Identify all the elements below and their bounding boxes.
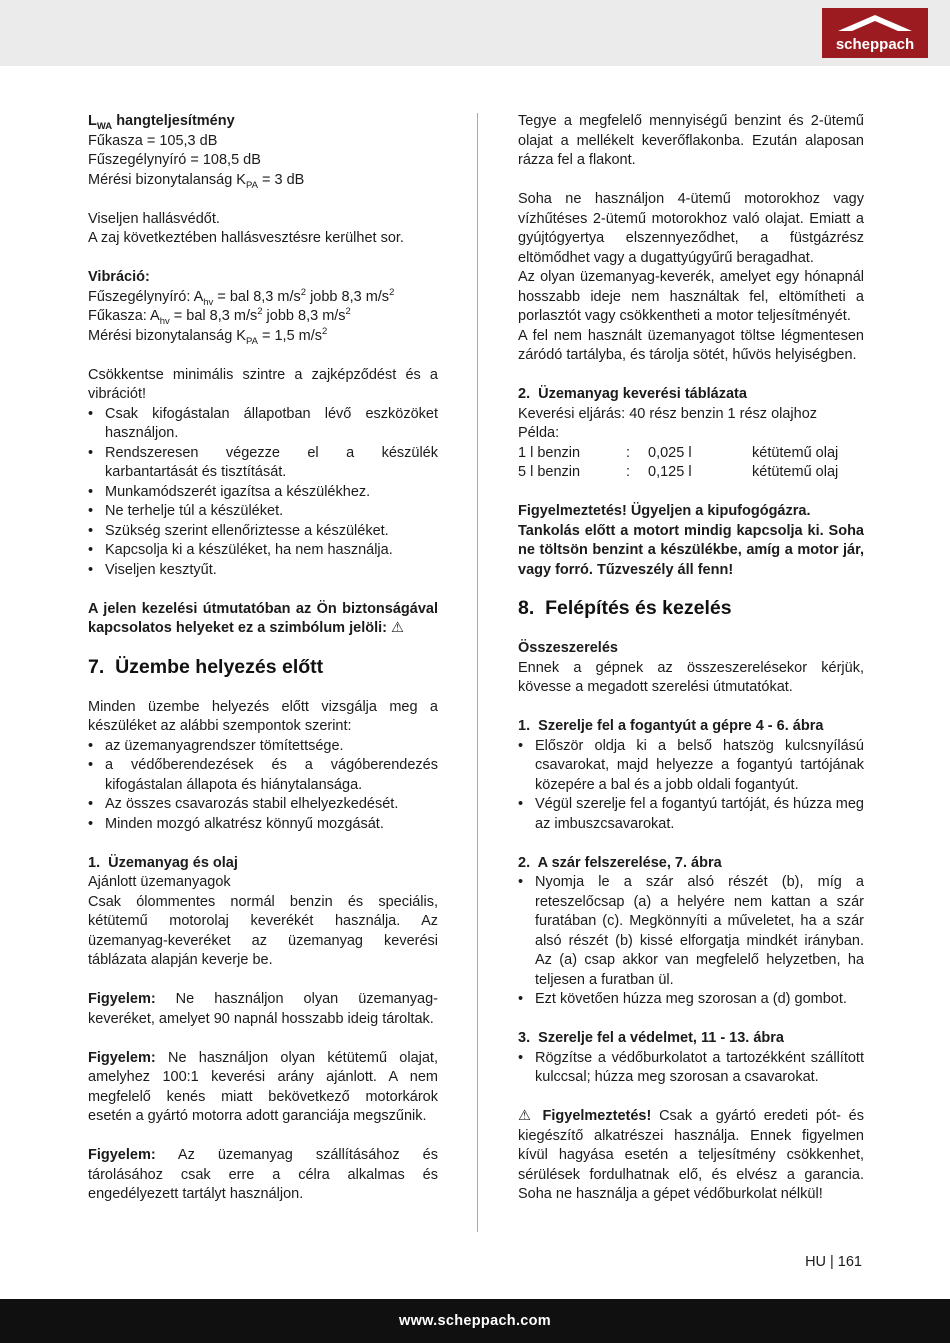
text-run: jobb 8,3 m/s [262, 308, 346, 324]
spacer [518, 483, 864, 503]
spacer [518, 698, 864, 718]
bullet-marker: • [88, 737, 94, 754]
text-run: Soha ne használjon 4-ütemű motorokhoz vagy vízhűtéses 2-ütemű motorokhoz való olajat. Emiatt a gyújtógyertya elszennyeződhet, a füstgázrész eltömődhet vagy a dugattyúgyűrű beragadhat. [518, 191, 864, 266]
text-run: PA [245, 179, 258, 191]
bullet-marker: • [88, 757, 94, 773]
paragraph [88, 112, 438, 132]
column-divider [477, 113, 478, 1232]
spacer [518, 366, 864, 386]
table-cell-fuel: 1 l benzin [518, 444, 581, 461]
text-run: Ennek a gépnek az összeszerelésekor kérjük, kövesse a megadott szerelési útmutatókat. [518, 659, 864, 695]
paragraph [88, 600, 438, 639]
paragraph [88, 210, 438, 230]
section-heading: 8. Felépítés és kezelés [518, 597, 732, 619]
text-run: Viseljen kesztyűt. [105, 561, 217, 578]
bullet-text [105, 522, 438, 542]
bullet-item [88, 561, 438, 581]
text-run: 2 [300, 286, 307, 298]
text-run: ⚠ Figyelmeztetés! [518, 1108, 652, 1124]
paragraph [88, 229, 438, 249]
text-run: 2. Üzemanyag keverési táblázata [518, 386, 747, 402]
spacer [88, 580, 438, 600]
table-row [518, 463, 864, 483]
paragraph [518, 717, 864, 737]
table-cell-colon: : [626, 444, 631, 461]
bullet-text [535, 873, 864, 990]
text-run: Mérési bizonytalanság K [88, 171, 246, 188]
text-run: a védőberendezések és a vágóberendezés kifogástalan állapota és hiánytalansága. [105, 757, 438, 793]
bullet-text [105, 795, 438, 815]
text-run: Végül szerelje fel a fogantyú tartóját, és húzza meg az imbuszcsavarokat. [535, 796, 864, 832]
text-run: jobb 8,3 m/s [306, 288, 390, 305]
text-run: 1. Üzemanyag és olaj [88, 854, 238, 871]
spacer [88, 971, 438, 991]
bullet-marker: • [88, 796, 94, 812]
text-run: Csökkentse minimális szintre a zajképződést és a vibrációt! [88, 366, 438, 402]
bullet-item [88, 444, 438, 483]
paragraph [518, 659, 864, 698]
section-heading: 7. Üzembe helyezés előtt [88, 655, 324, 678]
table-cell-colon: : [626, 464, 631, 480]
spacer [88, 1029, 438, 1049]
text-run: Csak ólommentes normál benzin és speciális, kétütemű motorolaj keverékét használja. Az üzemanyag-keveréket az üzemanyag keverési táblázata alapján keverje be. [88, 893, 438, 968]
table-cell-oil: 0,125 l [648, 464, 692, 480]
paragraph [88, 307, 438, 327]
text-run: Az összes csavarozás stabil elhelyezkedését. [105, 796, 399, 812]
bullet-list [518, 873, 864, 1010]
bullet-marker: • [88, 542, 94, 558]
bullet-text [105, 756, 438, 795]
text-run: Tankolás előtt a motort mindig kapcsolja ki. Soha ne töltsön benzint a készülékbe, amíg a motor jár, vagy forró. Tűzveszély áll fenn! [518, 522, 864, 578]
text-run: Ezt követően húzza meg szorosan a (d) gombot. [535, 991, 847, 1007]
paragraph [518, 268, 864, 327]
bullet-text [105, 541, 438, 561]
text-run: = bal 8,3 m/s [169, 308, 258, 324]
text-run: Fűszegélynyíró: A [88, 288, 204, 305]
bullet-text [535, 1049, 864, 1088]
bullet-item [518, 737, 864, 796]
text-run: Kapcsolja ki a készüléket, ha nem használja. [105, 542, 393, 558]
text-run: Fűkasza = 105,3 dB [88, 132, 218, 149]
paragraph [518, 639, 864, 659]
page-header [0, 0, 950, 66]
text-run: 2 [257, 306, 263, 318]
text-run: PA [245, 335, 258, 347]
bullet-text [105, 737, 438, 757]
text-run: Tegye a megfelelő mennyiségű benzint és 2-ütemű olajat a mellékelt keverőflakonba. Ezután alaposan rázza fel a flakont. [518, 113, 864, 168]
spacer [88, 346, 438, 366]
bullet-item [88, 522, 438, 542]
brand-wordmark: scheppach [835, 36, 915, 53]
paragraph [88, 854, 438, 874]
bullet-text [105, 561, 438, 581]
text-run: = 1,5 m/s [257, 327, 323, 344]
bullet-marker: • [518, 796, 524, 812]
spacer [518, 171, 864, 191]
text-run: Minden mozgó alkatrész könnyű mozgását. [105, 815, 384, 832]
bullet-marker: • [88, 483, 94, 500]
paragraph [88, 327, 438, 347]
paragraph [88, 288, 438, 308]
footer-bar [0, 1299, 950, 1343]
paragraph [88, 151, 438, 171]
text-run: Csak a gyártó eredeti pót- és kiegészítő alkatrészei használja. Ennek figyelmen kívül hagyása esetén a teljesítmény csökkenhet, sérülések fordulhatnak elő, és elvész a garancia. Soha ne használja a gépet védőburkolat nélkül! [518, 1108, 864, 1202]
paragraph [518, 522, 864, 581]
bullet-marker: • [88, 561, 94, 578]
paragraph [518, 1029, 864, 1049]
bullet-marker: • [88, 405, 94, 422]
text-run: Ne használjon olyan kétütemű olajat, amelyhez 100:1 keverési arány ajánlott. A nem megfelelő kenés miatt bekövetkező motorkárok esetén a gyártó motorra adott garanciája megszűnik. [88, 1049, 438, 1124]
paragraph [518, 385, 864, 405]
text-run: 1. Szerelje fel a fogantyút a gépre 4 - 6. ábra [518, 718, 824, 734]
text-run: A jelen kezelési útmutatóban az Ön biztonságával kapcsolatos helyeket ez a szimbólum jelöli: ⚠ [88, 600, 438, 636]
text-run: Munkamódszerét igazítsa a készülékhez. [105, 483, 371, 500]
bullet-item [88, 483, 438, 503]
paragraph [88, 1049, 438, 1127]
text-run: 3. Szerelje fel a védelmet, 11 - 13. ábra [518, 1030, 784, 1046]
bullet-item [518, 1049, 864, 1088]
bullet-item [88, 541, 438, 561]
text-run: Ajánlott üzemanyagok [88, 874, 231, 890]
text-run: A zaj következtében hallásvesztésre kerülhet sor. [88, 230, 404, 246]
text-run: Rendszeresen végezze el a készülék karbantartását és tisztítását. [105, 444, 438, 480]
bullet-text [105, 502, 438, 522]
table-cell-oil: 0,025 l [648, 444, 692, 461]
bullet-list [518, 1049, 864, 1088]
paragraph [518, 502, 864, 522]
text-run: Az üzemanyag szállításához és tárolásához csak erre a célra alkalmas és engedélyezett tartályt használjon. [88, 1147, 438, 1202]
bullet-marker: • [88, 503, 94, 519]
text-run: 2 [345, 306, 351, 318]
text-run: WA [96, 120, 113, 132]
bullet-marker: • [518, 874, 524, 890]
paragraph [88, 1146, 438, 1205]
text-run: Figyelem: [88, 1049, 156, 1066]
paragraph [518, 854, 864, 874]
bullet-item [88, 405, 438, 444]
spacer [88, 249, 438, 269]
bullet-marker: • [88, 522, 94, 539]
bullet-item [88, 502, 438, 522]
text-run: Ne terhelje túl a készüléket. [105, 503, 284, 519]
spacer [88, 834, 438, 854]
spacer [88, 190, 438, 210]
page-number-value: 161 [837, 1254, 862, 1270]
bullet-text [105, 483, 438, 503]
text-run: Rögzítse a védőburkolatot a tartozékként szállított kulccsal; húzza meg szorosan a csavarokat. [535, 1049, 864, 1085]
paragraph [88, 366, 438, 405]
spacer [518, 1010, 864, 1030]
paragraph [518, 190, 864, 268]
text-run: L [88, 113, 97, 129]
spacer [518, 1088, 864, 1108]
text-run: Szükség szerint ellenőriztesse a készüléket. [105, 522, 389, 539]
paragraph [88, 990, 438, 1029]
bullet-item [88, 737, 438, 757]
bullet-text [535, 990, 864, 1010]
bullet-item [88, 756, 438, 795]
paragraph [518, 327, 864, 366]
text-run: Nyomja le a szár alsó részét (b), míg a reteszelőcsap (a) a helyére nem kattan a szár furatában (c). Megkönnyíti a műveletet, ha a szár alsó részét (b) kissé elforgatja mindkét irányban. Az (a) csap akkor van megfelelő helyzetben, ha teljesen a furatban ül. [535, 874, 864, 988]
bullet-list [88, 405, 438, 581]
paragraph [88, 698, 438, 737]
text-run: = bal 8,3 m/s [213, 288, 301, 305]
text-run: 2 [389, 286, 395, 298]
bullet-list [518, 737, 864, 835]
paragraph [88, 893, 438, 971]
paragraph [518, 405, 864, 425]
text-run: Összeszerelés [518, 640, 618, 656]
table-cell-kind: kétütemű olaj [752, 464, 839, 480]
text-run: Példa: [518, 425, 560, 441]
table-row [518, 444, 864, 464]
text-run: 2 [322, 325, 328, 337]
bullet-marker: • [518, 737, 524, 754]
bullet-item [88, 815, 438, 835]
bullet-item [88, 795, 438, 815]
text-run: Fűszegélynyíró = 108,5 dB [88, 152, 261, 168]
paragraph [88, 268, 438, 288]
page-number [805, 1254, 862, 1270]
paragraph [88, 171, 438, 191]
table-cell-kind: kétütemű olaj [752, 444, 839, 461]
bullet-item [518, 873, 864, 990]
bullet-marker: • [518, 1049, 524, 1066]
text-run: hv [203, 296, 214, 308]
brand-logo [822, 8, 928, 58]
text-run: = 3 dB [257, 171, 305, 188]
left-column [88, 112, 438, 1205]
bullet-text [105, 405, 438, 444]
text-run: Fűkasza: A [88, 308, 160, 324]
bullet-item [518, 990, 864, 1010]
text-run: Figyelem: [88, 1147, 156, 1163]
text-run: hangteljesítmény [112, 113, 235, 129]
bullet-marker: • [88, 444, 94, 461]
text-run: Viseljen hallásvédőt. [88, 210, 220, 227]
bullet-marker: • [518, 991, 524, 1007]
text-run: Figyelem: [88, 991, 156, 1007]
table-cell-fuel: 5 l benzin [518, 464, 581, 480]
text-run: Vibráció: [88, 269, 150, 285]
spacer [518, 834, 864, 854]
text-run: Ne használjon olyan üzemanyag-keveréket, amelyet 90 napnál hosszabb ideig tároltak. [88, 991, 438, 1027]
text-run: Minden üzembe helyezés előtt vizsgálja meg a készüléket az alábbi szempontok szerint: [88, 698, 438, 734]
text-run: A fel nem használt üzemanyagot töltse légmentesen záródó tartályba, és tárolja sötét, hűvös helyiségben. [518, 327, 864, 363]
text-run: hv [159, 315, 170, 327]
bullet-list [88, 737, 438, 835]
text-run: az üzemanyagrendszer tömítettsége. [105, 737, 344, 754]
paragraph [518, 424, 864, 444]
paragraph [88, 873, 438, 893]
spacer [88, 1127, 438, 1147]
bullet-item [518, 795, 864, 834]
text-run: Először oldja ki a belső hatszög kulcsnyílású csavarokat, majd helyezze a fogantyú tartójának közepére a bal és a jobb oldali fogantyút. [535, 737, 864, 793]
paragraph [518, 1107, 864, 1205]
text-run: Csak kifogástalan állapotban lévő eszközöket használjon. [105, 405, 438, 441]
bullet-text [535, 795, 864, 834]
bullet-text [105, 815, 438, 835]
bullet-text [105, 444, 438, 483]
right-column [518, 112, 864, 1205]
bullet-marker: • [88, 815, 94, 832]
fuel-mix-table [518, 444, 864, 483]
brand-logo-svg [822, 8, 928, 58]
text-run: 2. A szár felszerelése, 7. ábra [518, 854, 722, 871]
page-language-label: HU [805, 1254, 827, 1270]
paragraph [88, 132, 438, 152]
text-run: Az olyan üzemanyag-keverék, amelyet egy hónapnál hosszabb ideje nem használtak fel, eltömítheti a porlasztót vagy csökkentheti a motor teljesítményét. [518, 269, 864, 324]
text-run: Keverési eljárás: 40 rész benzin 1 rész olajhoz [518, 405, 818, 422]
text-run: Figyelmeztetés! Ügyeljen a kipufogógázra. [518, 503, 811, 519]
page-number-separator: | [830, 1254, 834, 1270]
text-run: Mérési bizonytalanság K [88, 327, 246, 344]
footer-url: www.scheppach.com [398, 1313, 552, 1329]
paragraph [518, 112, 864, 171]
bullet-text [535, 737, 864, 796]
